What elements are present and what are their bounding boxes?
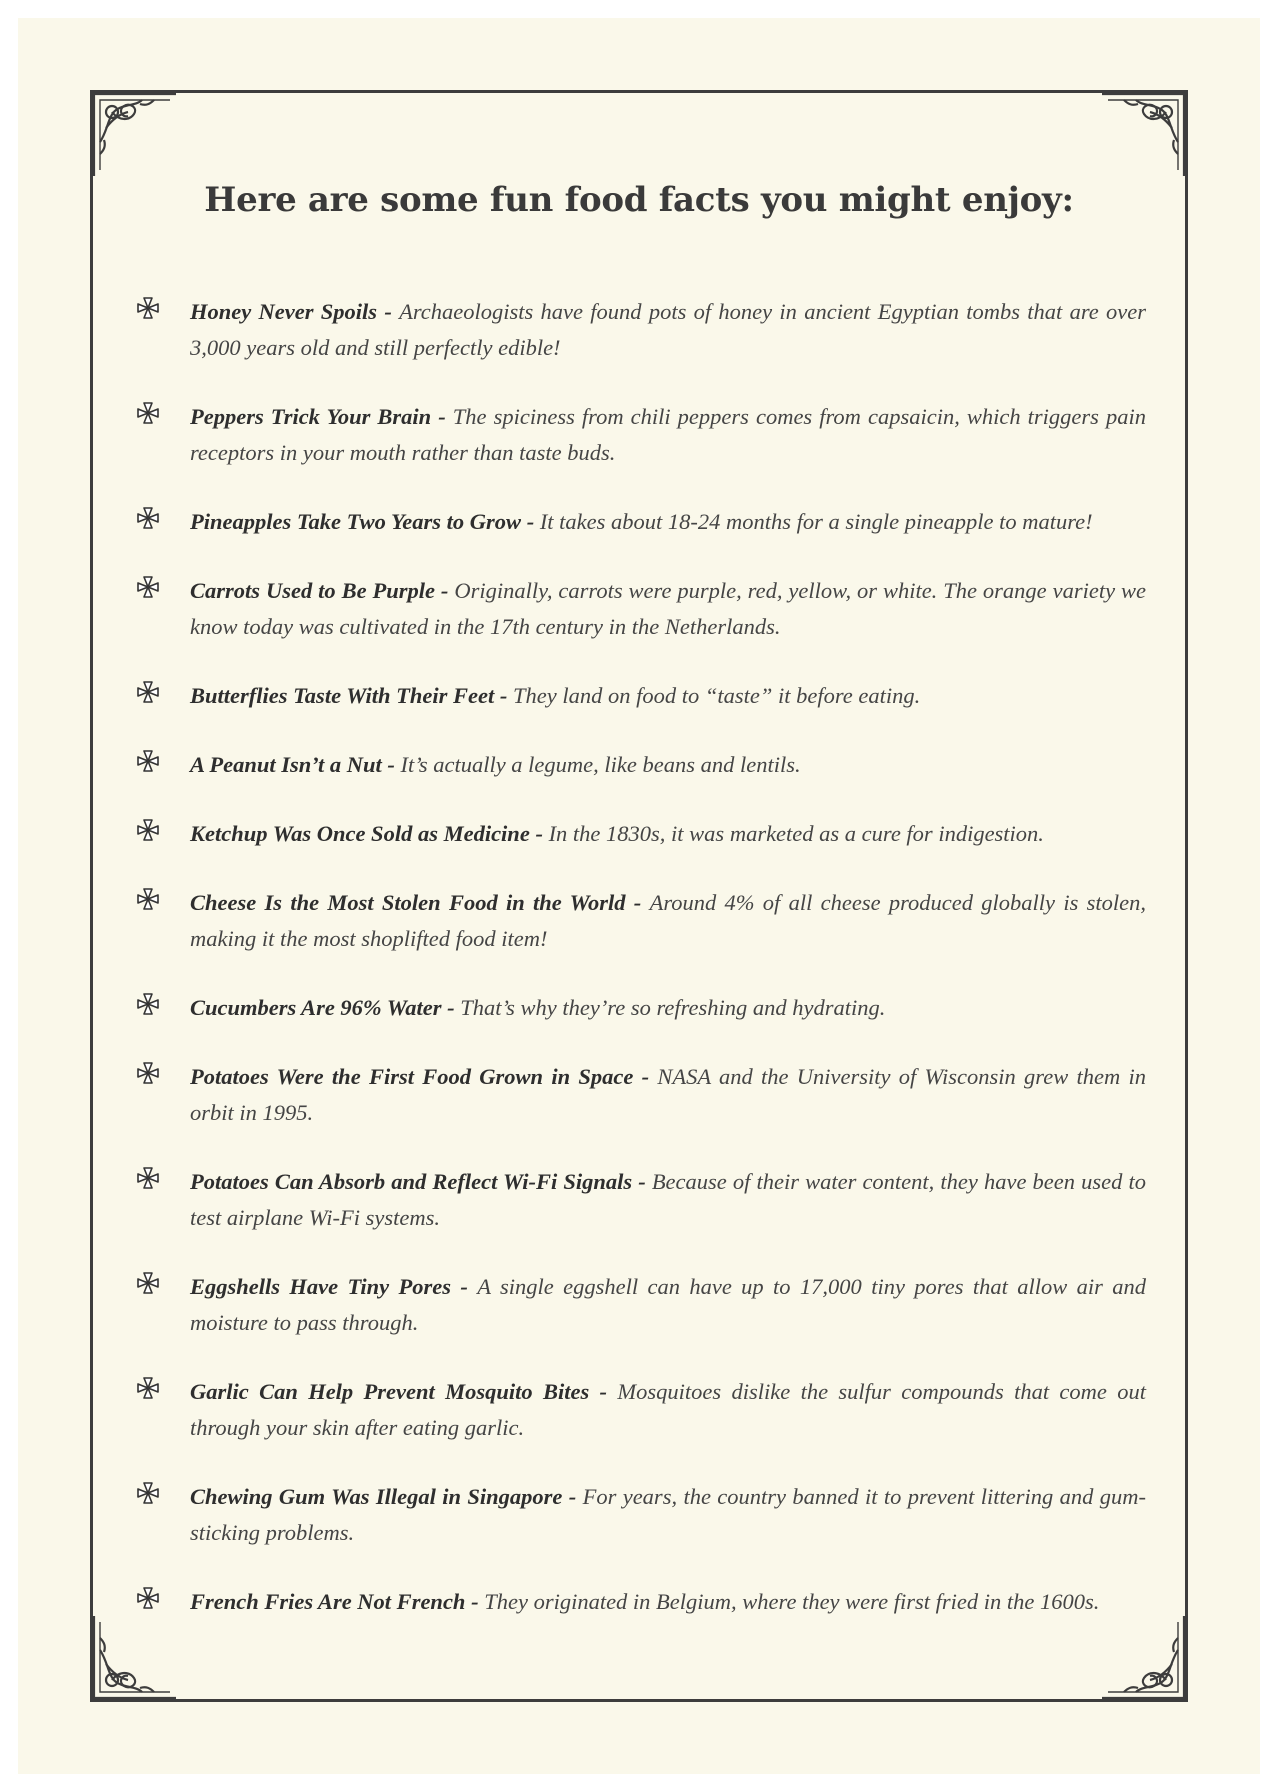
fact-separator: - <box>465 1589 485 1614</box>
fact-separator: - <box>562 1484 583 1509</box>
list-item <box>136 1584 1146 1620</box>
list-item <box>136 1479 1146 1551</box>
cross-pattee-icon <box>136 680 160 704</box>
cross-pattee-icon <box>136 818 160 842</box>
fact-separator: - <box>435 578 455 603</box>
list-item <box>136 885 1146 957</box>
fact-text: NASA and the University of Wisconsin grew them in orbit in 1995. <box>190 1064 1146 1125</box>
cross-pattee-icon <box>136 1061 160 1085</box>
fact-heading: Peppers Trick Your Brain <box>190 404 432 429</box>
cross-pattee-icon <box>136 1166 160 1190</box>
list-item <box>136 573 1146 645</box>
list-item <box>136 1059 1146 1131</box>
list-item <box>136 504 1146 540</box>
cross-pattee-icon <box>136 506 160 530</box>
fact-text: Around 4% of all cheese produced globally is stolen, making it the most shoplifted food item! <box>190 890 1146 951</box>
fact-separator: - <box>377 299 400 324</box>
fact-heading: Butterflies Taste With Their Feet <box>190 683 495 708</box>
fact-separator: - <box>632 1169 652 1194</box>
page <box>18 18 1260 1774</box>
fact-separator: - <box>451 1274 478 1299</box>
fact-text: In the 1830s, it was marketed as a cure for indigestion. <box>548 821 1044 846</box>
cross-pattee-icon <box>136 1271 160 1295</box>
cross-pattee-icon <box>136 992 160 1016</box>
fact-separator: - <box>381 752 401 777</box>
fact-list <box>136 294 1146 1653</box>
fact-separator: - <box>521 509 540 534</box>
fact-text: They originated in Belgium, where they were first fried in the 1600s. <box>484 1589 1100 1614</box>
list-item <box>136 678 1146 714</box>
fact-separator: - <box>494 683 513 708</box>
cross-pattee-icon <box>136 1376 160 1400</box>
fact-text: It’s actually a legume, like beans and lentils. <box>400 752 801 777</box>
cross-pattee-icon <box>136 296 160 320</box>
fact-separator: - <box>529 821 549 846</box>
fact-text: The spiciness from chili peppers comes from capsaicin, which triggers pain receptors in your mouth rather than taste buds. <box>190 404 1146 465</box>
corner-ornament-icon <box>90 90 180 180</box>
fact-heading: Potatoes Can Absorb and Reflect Wi-Fi Signals <box>190 1169 633 1194</box>
fact-separator: - <box>625 890 650 915</box>
list-item <box>136 990 1146 1026</box>
fact-heading: A Peanut Isn’t a Nut <box>190 752 382 777</box>
fact-heading: Cucumbers Are 96% Water <box>190 995 442 1020</box>
fact-heading: Pineapples Take Two Years to Grow <box>190 509 522 534</box>
list-item <box>136 1164 1146 1236</box>
fact-separator: - <box>589 1379 618 1404</box>
fact-heading: Chewing Gum Was Illegal in Singapore <box>190 1484 563 1509</box>
fact-text: It takes about 18-24 months for a single pineapple to mature! <box>539 509 1093 534</box>
fact-separator: - <box>431 404 453 429</box>
fact-text: Archaeologists have found pots of honey in ancient Egyptian tombs that are over 3,000 years old and still perfectly edible! <box>190 299 1146 360</box>
list-item <box>136 399 1146 471</box>
fact-text: For years, the country banned it to prevent littering and gum-sticking problems. <box>190 1484 1146 1545</box>
cross-pattee-icon <box>136 749 160 773</box>
fact-text: Originally, carrots were purple, red, yellow, or white. The orange variety we know today was cultivated in the 17th century in the Netherlands. <box>190 578 1146 639</box>
fact-heading: Carrots Used to Be Purple <box>190 578 435 603</box>
fact-text: Mosquitoes dislike the sulfur compounds that come out through your skin after eating garlic. <box>190 1379 1146 1440</box>
fact-heading: Potatoes Were the First Food Grown in Space <box>190 1064 634 1089</box>
list-item <box>136 816 1146 852</box>
fact-separator: - <box>633 1064 658 1089</box>
fact-heading: Cheese Is the Most Stolen Food in the World <box>190 890 626 915</box>
cross-pattee-icon <box>136 401 160 425</box>
fact-heading: French Fries Are Not French <box>190 1589 466 1614</box>
fact-separator: - <box>441 995 461 1020</box>
list-item <box>136 294 1146 366</box>
fact-text: They land on food to “taste” it before eating. <box>512 683 921 708</box>
page-title: Here are some fun food facts you might enjoy: <box>204 180 1074 220</box>
list-item <box>136 747 1146 783</box>
fact-heading: Ketchup Was Once Sold as Medicine <box>190 821 530 846</box>
cross-pattee-icon <box>136 575 160 599</box>
fact-heading: Eggshells Have Tiny Pores <box>190 1274 452 1299</box>
fact-text: A single eggshell can have up to 17,000 tiny pores that allow air and moisture to pass through. <box>190 1274 1146 1335</box>
fact-text: That’s why they’re so refreshing and hydrating. <box>460 995 886 1020</box>
list-item <box>136 1374 1146 1446</box>
cross-pattee-icon <box>136 1586 160 1610</box>
fact-heading: Garlic Can Help Prevent Mosquito Bites <box>190 1379 590 1404</box>
list-item <box>136 1269 1146 1341</box>
cross-pattee-icon <box>136 887 160 911</box>
cross-pattee-icon <box>136 1481 160 1505</box>
fact-heading: Honey Never Spoils <box>190 299 378 324</box>
fact-text: Because of their water content, they have been used to test airplane Wi-Fi systems. <box>190 1169 1146 1230</box>
corner-ornament-icon <box>1098 90 1188 180</box>
